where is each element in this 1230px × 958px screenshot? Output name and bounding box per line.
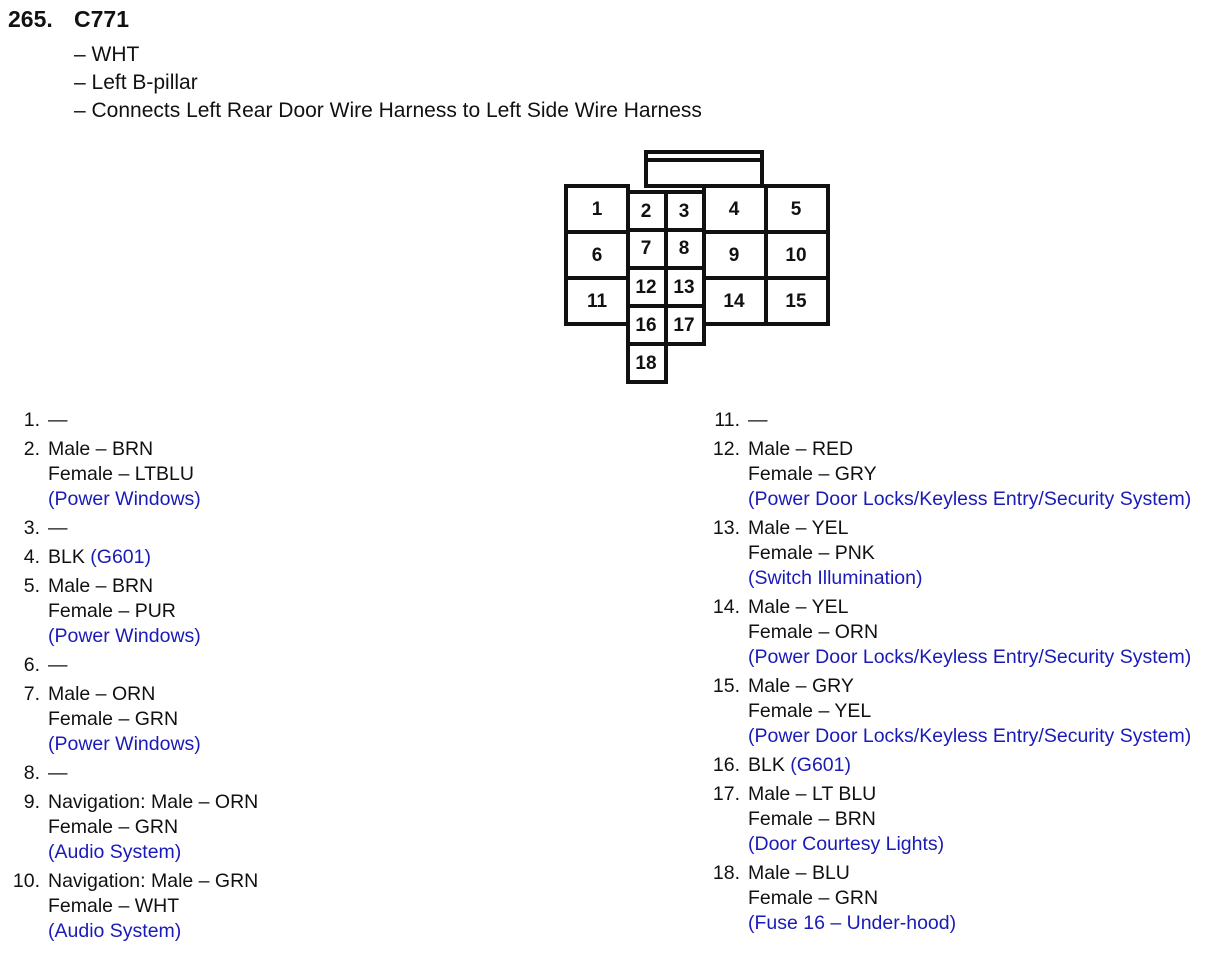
- pin-number: 4.: [23, 546, 40, 568]
- circuit-link[interactable]: (Switch Illumination): [748, 567, 923, 589]
- pinout-item: [700, 595, 1230, 670]
- pin-number: 14.: [712, 596, 740, 618]
- wire-color-text: Female – PUR: [48, 600, 176, 622]
- pin-number: 3.: [23, 517, 40, 539]
- circuit-link[interactable]: (Power Windows): [48, 625, 201, 647]
- circuit-link[interactable]: (Fuse 16 – Under-hood): [748, 912, 957, 934]
- wire-color-text: —: [48, 654, 68, 676]
- wire-color-secondary: [48, 894, 560, 919]
- wire-color-primary: [48, 545, 560, 570]
- pin-number: 6.: [23, 654, 40, 676]
- wire-color-text: Female – WHT: [48, 895, 180, 917]
- pinout-item: [0, 761, 560, 786]
- connector-heading: [8, 6, 129, 33]
- pin-label-11: 11: [586, 291, 608, 312]
- pinout-list-left: [0, 408, 560, 948]
- wire-color-primary: [48, 408, 560, 433]
- circuit-link[interactable]: (Audio System): [48, 841, 182, 863]
- wire-color-primary: [48, 574, 560, 599]
- pin-label-5: 5: [790, 199, 802, 220]
- circuit-link[interactable]: (Audio System): [48, 920, 182, 942]
- wire-color-text: Female – GRY: [748, 463, 877, 485]
- pinout-item: [700, 861, 1230, 936]
- pinout-item: [0, 574, 560, 649]
- pinout-item: [0, 437, 560, 512]
- pin-number: 5.: [23, 575, 40, 597]
- spec-location: – Left B-pillar: [74, 71, 198, 94]
- wire-color-text: —: [48, 762, 68, 784]
- wire-color-text: Male – YEL: [748, 596, 849, 618]
- section-number: 265.: [8, 6, 53, 32]
- connector-face-svg: [560, 148, 832, 388]
- pin-label-12: 12: [635, 277, 657, 298]
- wire-color-text: Female – GRN: [748, 887, 879, 909]
- pinout-item: [0, 545, 560, 570]
- pin-label-6: 6: [591, 245, 603, 266]
- wire-color-secondary: [748, 462, 1230, 487]
- wire-color-primary: [748, 753, 1230, 778]
- pin-label-15: 15: [785, 291, 807, 312]
- pin-label-8: 8: [678, 238, 690, 259]
- wire-color-text: Male – BRN: [48, 575, 154, 597]
- pin-number: 13.: [712, 517, 740, 539]
- wire-color-text: BLK: [48, 546, 85, 568]
- wire-color-text: —: [48, 409, 68, 431]
- pin-number: 17.: [712, 783, 740, 805]
- pinout-item: [0, 408, 560, 433]
- wire-color-primary: [48, 516, 560, 541]
- pin-label-14: 14: [723, 291, 745, 312]
- circuit-link[interactable]: (G601): [90, 546, 151, 568]
- wire-color-text: —: [748, 409, 768, 431]
- circuit-link[interactable]: (Power Windows): [48, 488, 201, 510]
- circuit-link[interactable]: (Door Courtesy Lights): [748, 833, 945, 855]
- connector-specs: [74, 41, 702, 125]
- wire-color-primary: [748, 408, 1230, 433]
- wire-color-primary: [748, 595, 1230, 620]
- pin-label-2: 2: [640, 201, 652, 222]
- wire-color-primary: [48, 653, 560, 678]
- wire-color-secondary: [48, 815, 560, 840]
- pin-number: 18.: [712, 862, 740, 884]
- wire-color-primary: [48, 869, 560, 894]
- wire-color-secondary: [48, 599, 560, 624]
- wire-color-text: Female – GRN: [48, 816, 179, 838]
- connector-id: C771: [74, 6, 129, 32]
- circuit-link[interactable]: (Power Door Locks/Keyless Entry/Security System): [748, 646, 1192, 668]
- pinout-item: [700, 674, 1230, 749]
- wire-color-secondary: [748, 541, 1230, 566]
- pin-label-10: 10: [785, 245, 807, 266]
- wire-color-text: Male – GRY: [748, 675, 854, 697]
- spec-description: – Connects Left Rear Door Wire Harness to Left Side Wire Harness: [74, 99, 702, 122]
- wire-color-primary: [748, 861, 1230, 886]
- wire-color-secondary: [748, 886, 1230, 911]
- wire-color-text: Female – YEL: [748, 700, 872, 722]
- pinout-item: [700, 516, 1230, 591]
- wire-color-primary: [48, 437, 560, 462]
- wire-color-text: Male – ORN: [48, 683, 156, 705]
- pin-number: 15.: [712, 675, 740, 697]
- wire-color-text: Male – LT BLU: [748, 783, 877, 805]
- pin-number: 2.: [23, 438, 40, 460]
- wire-color-secondary: [48, 462, 560, 487]
- pin-label-9: 9: [728, 245, 740, 266]
- wire-color-secondary: [748, 620, 1230, 645]
- wire-color-text: Female – PNK: [748, 542, 875, 564]
- pinout-list-right: [700, 408, 1230, 940]
- pinout-item: [700, 437, 1230, 512]
- connector-face-diagram: [560, 148, 832, 388]
- pinout-item: [0, 790, 560, 865]
- wire-color-text: —: [48, 517, 68, 539]
- locking-tab: [646, 152, 762, 186]
- spec-color: – WHT: [74, 43, 140, 66]
- wire-color-text: Male – RED: [748, 438, 854, 460]
- wire-color-secondary: [748, 699, 1230, 724]
- pin-number: 11.: [714, 409, 740, 431]
- wire-color-primary: [748, 437, 1230, 462]
- pin-label-18: 18: [635, 353, 657, 374]
- pin-number: 16.: [712, 754, 740, 776]
- wire-color-text: Male – BRN: [48, 438, 154, 460]
- circuit-link[interactable]: (Power Door Locks/Keyless Entry/Security System): [748, 488, 1192, 510]
- wire-color-text: Navigation: Male – GRN: [48, 870, 259, 892]
- pin-label-4: 4: [728, 199, 740, 220]
- pin-number: 9.: [23, 791, 40, 813]
- pin-label-1: 1: [591, 199, 603, 220]
- wire-color-text: Male – BLU: [748, 862, 850, 884]
- pin-number: 7.: [23, 683, 40, 705]
- pin-number: 12.: [712, 438, 740, 460]
- wire-color-text: Female – GRN: [48, 708, 179, 730]
- pinout-item: [0, 653, 560, 678]
- pinout-item: [0, 682, 560, 757]
- wire-color-primary: [48, 790, 560, 815]
- wire-color-text: Navigation: Male – ORN: [48, 791, 259, 813]
- wire-color-text: Female – BRN: [748, 808, 876, 830]
- pin-label-7: 7: [640, 238, 652, 259]
- wire-color-text: BLK: [748, 754, 785, 776]
- wire-color-text: Female – ORN: [748, 621, 879, 643]
- pinout-item: [700, 408, 1230, 433]
- pin-label-16: 16: [635, 315, 657, 336]
- wire-color-primary: [48, 761, 560, 786]
- wire-color-primary: [48, 682, 560, 707]
- pin-number: 1.: [23, 409, 40, 431]
- wire-color-secondary: [748, 807, 1230, 832]
- pin-label-3: 3: [678, 201, 690, 222]
- pin-number: 10.: [12, 870, 40, 892]
- pin-label-17: 17: [673, 315, 695, 336]
- pin-number: 8.: [23, 762, 40, 784]
- wire-color-text: Female – LTBLU: [48, 463, 194, 485]
- pinout-item: [700, 753, 1230, 778]
- circuit-link[interactable]: (G601): [790, 754, 851, 776]
- pinout-item: [0, 869, 560, 944]
- wire-color-secondary: [48, 707, 560, 732]
- pinout-item: [0, 516, 560, 541]
- circuit-link[interactable]: (Power Door Locks/Keyless Entry/Security System): [748, 725, 1192, 747]
- wire-color-primary: [748, 516, 1230, 541]
- circuit-link[interactable]: (Power Windows): [48, 733, 201, 755]
- pinout-item: [700, 782, 1230, 857]
- wire-color-text: Male – YEL: [748, 517, 849, 539]
- pin-label-13: 13: [673, 277, 695, 298]
- wire-color-primary: [748, 782, 1230, 807]
- wire-color-primary: [748, 674, 1230, 699]
